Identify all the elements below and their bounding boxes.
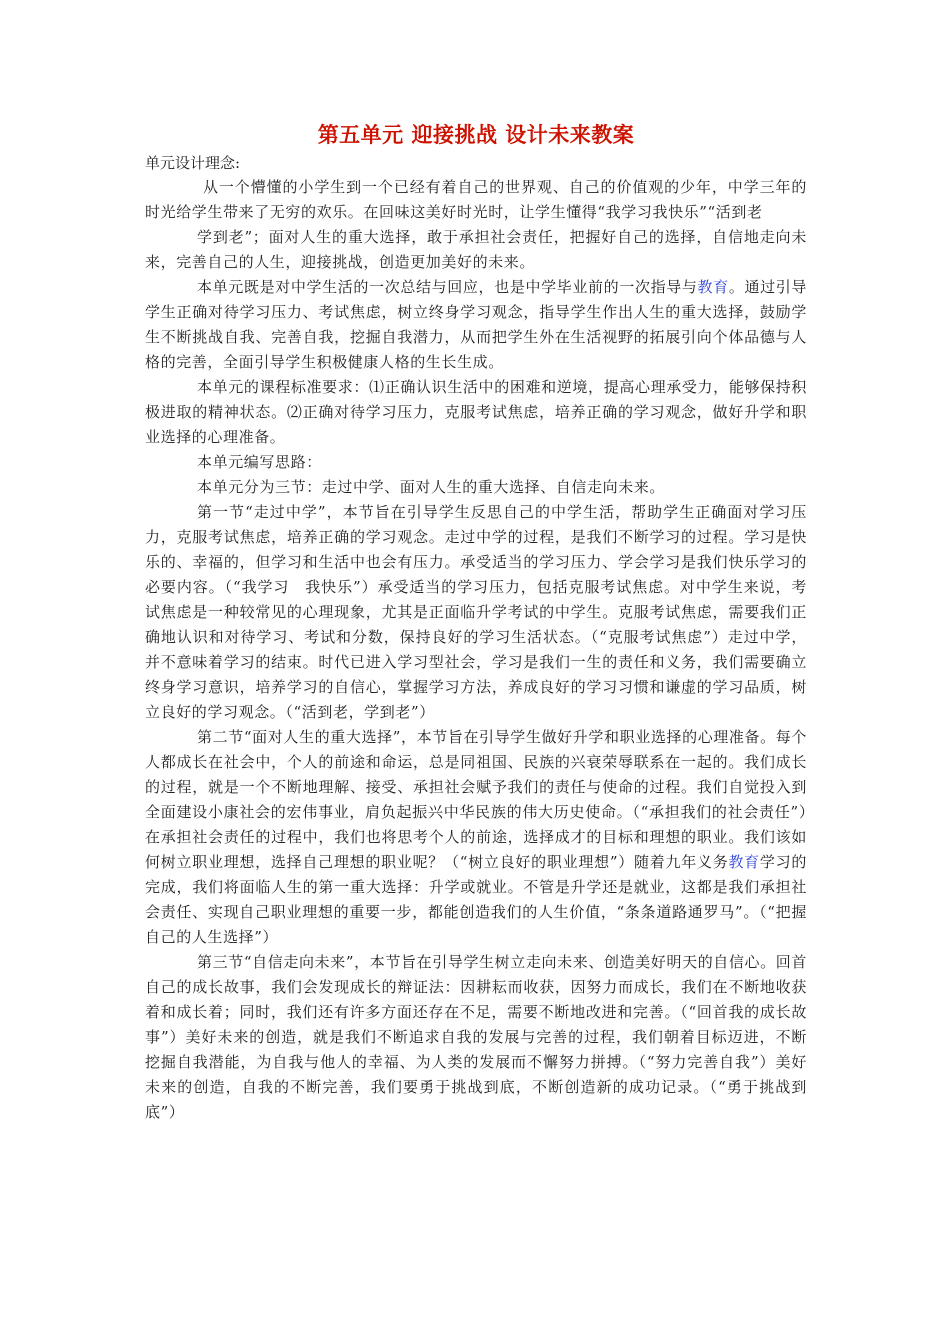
paragraph-intro-continued: 学到老”；面对人生的重大选择，敢于承担社会责任，把握好自己的选择，自信地走向未来，完善自己的人生，迎接挑战，创造更加美好的未来。 [145,228,807,271]
section-heading-concept: 单元设计理念: [145,154,241,172]
paragraph-text: 本单元既是对中学生活的一次总结与回应，也是中学毕业前的一次指导与 [197,278,698,296]
paragraph-writing-approach-heading: 本单元编写思路： [197,453,322,471]
paragraph-intro: 从一个懵懂的小学生到一个已经有着自己的世界观、自己的价值观的少年，中学三年的时光给学生带来了无穷的欢乐。在回味这美好时光时，让学生懂得“我学习我快乐”“活到老 [145,178,807,221]
education-link[interactable]: 教育 [728,853,760,871]
paragraph-text: 第二节“面对人生的重大选择”，本节旨在引导学生做好升学和职业选择的心理准备。每个人都成长在社会中，个人的前途和命运，总是同祖国、民族的兴衰荣辱联系在一起的。我们成长的过程，就是一个不断地理解、接受、承担社会赋予我们的责任与使命的过程。我们自觉投入到全面建设小康社会的宏伟事业，肩负起振兴中华民族的伟大历史使命。（“承担我们的社会责任”）在承担社会责任的过程中，我们也将思考个人的前途，选择成才的目标和理想的职业。我们该如何树立职业理想，选择自己理想的职业呢？（“树立良好的职业理想”）随着九年义务 [145,728,807,871]
paragraph-section-two [145,725,807,950]
paragraph-section-one: 第一节“走过中学”，本节旨在引导学生反思自己的中学生活，帮助学生正确面对学习压力，克服考试焦虑，培养正确的学习观念。走过中学的过程，是我们不断学习的过程。学习是快乐的、幸福的，但学习和生活中也会有压力。承受适当的学习压力、学会学习是我们快乐学习的必要内容。（“我学习 我快乐”）承受适当的学习压力，包括克服考试焦虑。对中学生来说，考试焦虑是一种较常见的心理现象，尤其是正面临升学考试的中学生。克服考试焦虑，需要我们正确地认识和对待学习、考试和分数，保持良好的学习生活状态。（“克服考试焦虑”）走过中学，并不意味着学习的结束。时代已进入学习型社会，学习是我们一生的责任和义务，我们需要确立终身学习意识，培养学习的自信心，掌握学习方法，养成良好的学习习惯和谦虚的学习品质，树立良好的学习观念。（“活到老，学到老”） [145,503,807,721]
paragraph-text: 学习的完成，我们将面临人生的第一重大选择：升学或就业。不管是升学还是就业，这都是我们承担社会责任、实现自己职业理想的重要一步，都能创造我们的人生价值，“条条道路通罗马”。（“把握自己的人生选择”） [145,853,808,946]
education-link[interactable]: 教育 [697,278,729,296]
document-title: 第五单元 迎接挑战 设计未来教案 [317,122,635,147]
paragraph-three-sections: 本单元分为三节：走过中学、面对人生的重大选择、自信走向未来。 [197,478,666,496]
paragraph-unit-summary [145,275,807,375]
paragraph-section-three: 第三节“自信走向未来”，本节旨在引导学生树立走向未来、创造美好明天的自信心。回首自己的成长故事，我们会发现成长的辩证法：因耕耘而收获，因努力而成长，我们在不断地收获着和成长着；同时，我们还有许多方面还存在不足，需要不断地改进和完善。（“回首我的成长故事”）美好未来的创造，就是我们不断追求自我的发展与完善的过程，我们朝着目标迈进，不断挖掘自我潜能，为自我与他人的幸福、为人类的发展而不懈努力拼搏。（“努力完善自我”）美好未来的创造，自我的不断完善，我们要勇于挑战到底，不断创造新的成功记录。（“勇于挑战到底”） [145,953,807,1121]
paragraph-curriculum-standard: 本单元的课程标准要求：⑴正确认识生活中的困难和逆境，提高心理承受力，能够保持积极进取的精神状态。⑵正确对待学习压力，克服考试焦虑，培养正确的学习观念，做好升学和职业选择的心理准备。 [145,378,807,446]
paragraph-text: 。通过引导学生正确对待学习压力、考试焦虑，树立终身学习观念，指导学生作出人生的重大选择，鼓励学生不断挑战自我、完善自我，挖掘自我潜力，从而把学生外在生活视野的拓展引向个体品德与人格的完善，全面引导学生积极健康人格的生长生成。 [145,278,808,371]
document-page [145,118,807,1125]
